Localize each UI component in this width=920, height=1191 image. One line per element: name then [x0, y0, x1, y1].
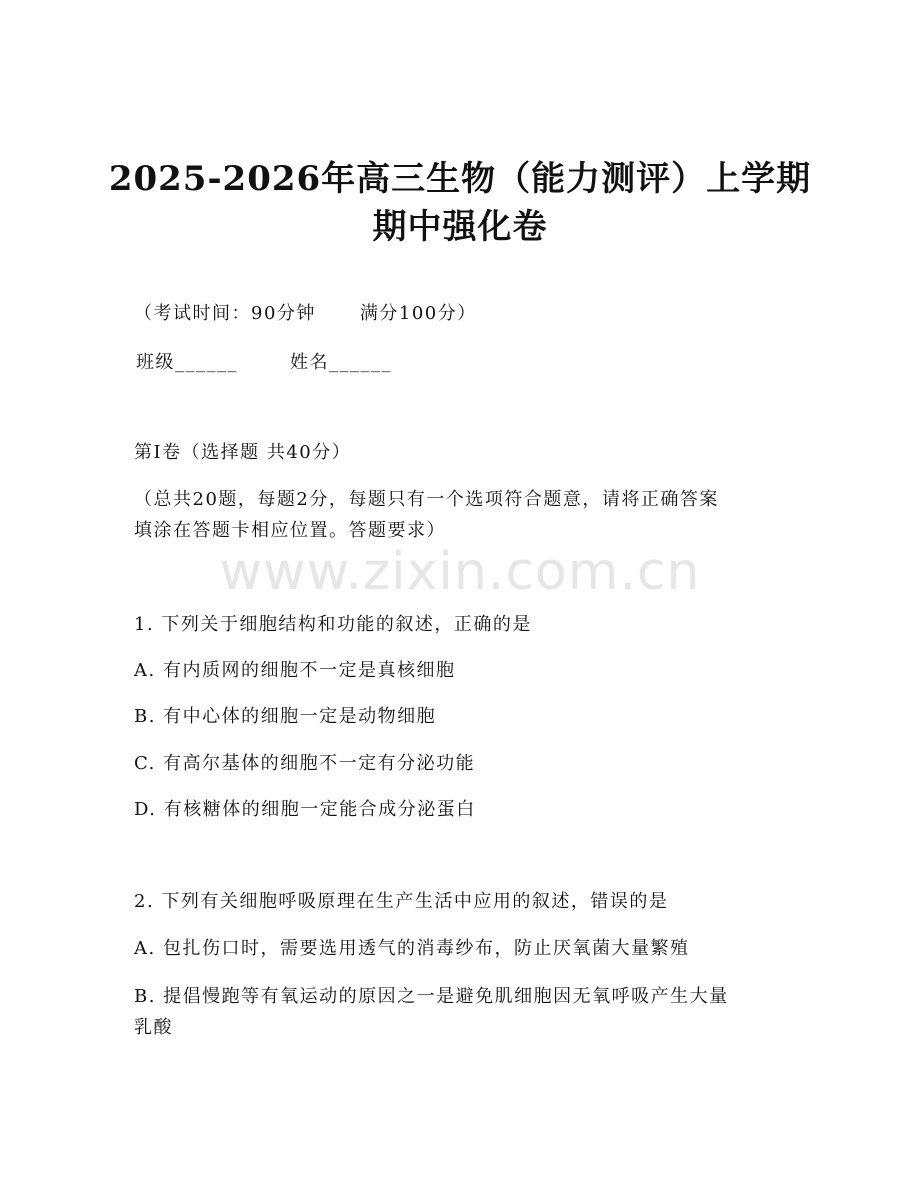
- exam-info: [134, 305, 477, 323]
- question-1-option-a: A. 有内质网的细胞不一定是真核细胞: [134, 660, 456, 681]
- section-heading: 第I卷（选择题 共40分）: [134, 442, 352, 463]
- section-note-line-2: 填涂在答题卡相应位置。答题要求）: [134, 520, 446, 541]
- question-1-option-d: D. 有核糖体的细胞一定能合成分泌蛋白: [134, 799, 476, 820]
- question-2-option-a: A. 包扎伤口时，需要选用透气的消毒纱布，防止厌氧菌大量繁殖: [134, 938, 690, 959]
- watermark: www.zixin.com.cn: [219, 542, 701, 602]
- question-1-option-c: C. 有高尔基体的细胞不一定有分泌功能: [134, 753, 476, 774]
- question-2-option-b: B. 提倡慢跑等有氧运动的原因之一是避免肌细胞因无氧呼吸产生大量: [134, 986, 729, 1007]
- exam-full-score: 满分100分）: [359, 303, 477, 324]
- section-note-line-1: （总共20题，每题2分，每题只有一个选项符合题意，请将正确答案: [134, 489, 719, 510]
- question-1-option-b: B. 有中心体的细胞一定是动物细胞: [134, 706, 437, 727]
- question-1-stem: 1. 下列关于细胞结构和功能的叙述，正确的是: [134, 614, 532, 635]
- document-title-line-2: 期中强化卷: [372, 207, 548, 247]
- class-label: 班级______: [136, 352, 238, 373]
- document-title-line-1: 2025-2026年高三生物（能力测评）上学期: [108, 159, 812, 199]
- student-info: [136, 354, 392, 372]
- name-label: 姓名______: [290, 352, 392, 373]
- question-2-stem: 2. 下列有关细胞呼吸原理在生产生活中应用的叙述，错误的是: [134, 891, 669, 912]
- question-2-option-b-continued: 乳酸: [134, 1017, 173, 1038]
- exam-time: （考试时间：90分钟: [134, 303, 316, 324]
